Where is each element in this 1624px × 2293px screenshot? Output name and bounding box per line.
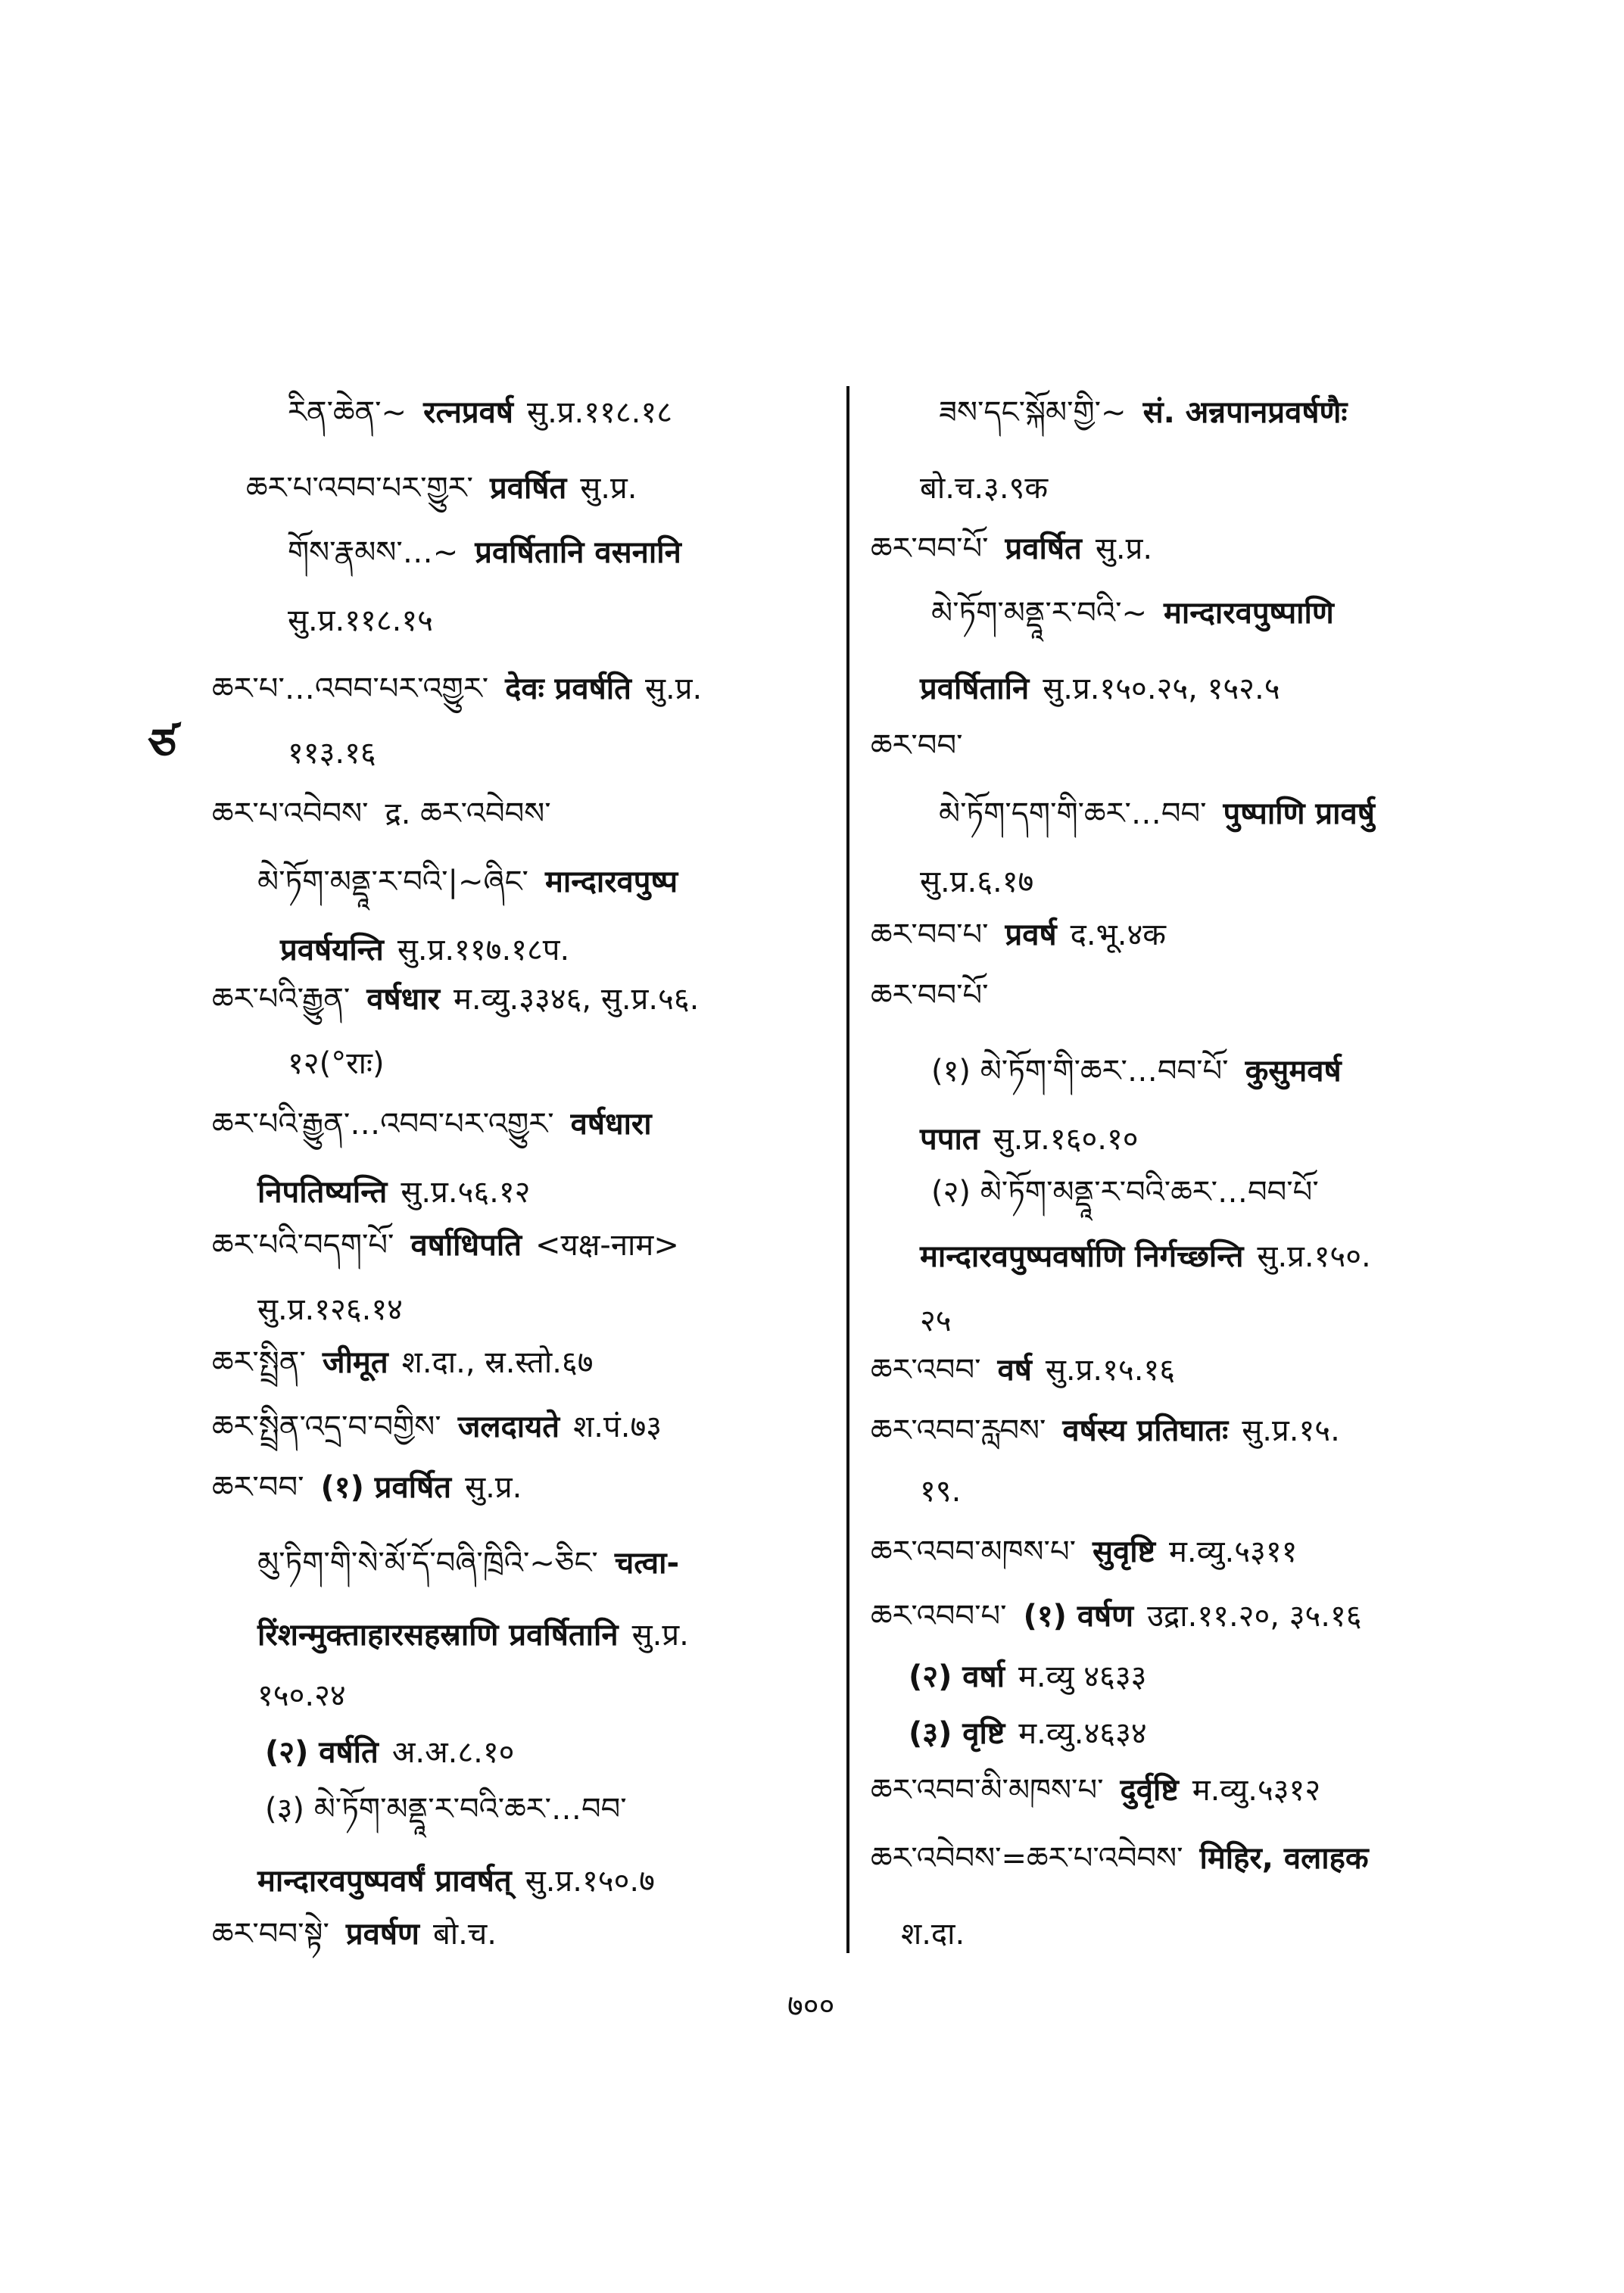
source-reference: सु.प्र.	[631, 1618, 689, 1653]
entry-line	[212, 1911, 497, 1957]
entry-line	[871, 1768, 1320, 1813]
entry-line	[257, 1673, 346, 1718]
source-reference: म.व्यु ४६३३	[1018, 1659, 1147, 1694]
entry-line	[931, 1048, 1355, 1094]
source-reference: सु.प्र.६.१७	[920, 865, 1034, 899]
entry-line	[920, 1117, 1139, 1162]
sanskrit-equivalent: मान्दारवपुष्प	[544, 865, 678, 899]
source-reference: उद्रा.११.२०, ३५.१६	[1147, 1599, 1362, 1634]
entry-line	[280, 927, 569, 973]
sanskrit-equivalent: प्रवर्ष	[1005, 918, 1057, 952]
sanskrit-equivalent: वर्षस्य प्रतिघातः	[1062, 1413, 1229, 1448]
entry-line	[288, 530, 695, 575]
entry-line	[909, 1711, 1147, 1756]
entry-line	[212, 1404, 662, 1450]
sanskrit-equivalent: कुसुमवर्ष	[1245, 1054, 1342, 1089]
tibetan-term: གོས་རྣམས་…~	[288, 535, 459, 570]
source-reference: १२(°राः)	[288, 1046, 385, 1081]
source-reference: म.व्यु.४६३४	[1018, 1716, 1147, 1751]
tibetan-term: (३) མེ་ཏོག་མནྡཱ་ར་བའི་ཆར་…བབ་	[265, 1792, 627, 1827]
entry-line	[246, 466, 637, 511]
tibetan-term: ཆར་པ་འབེབས་	[212, 796, 369, 831]
sanskrit-equivalent: प्रवर्षित	[1005, 531, 1082, 566]
sanskrit-equivalent: प्रवर्षयन्ति	[280, 933, 384, 967]
tibetan-term: ཟས་དང་སྐོམ་གྱི་~	[939, 395, 1127, 430]
entry-line	[288, 598, 433, 643]
entry-line	[212, 666, 702, 712]
sanskrit-equivalent: रत्नप्रवर्ष	[423, 395, 514, 430]
sanskrit-equivalent: वर्षधारा	[570, 1107, 652, 1142]
entry-line	[265, 1730, 514, 1775]
tibetan-term: ཆར་བབ་པ་	[871, 918, 989, 952]
sanskrit-equivalent: मान्दारवपुष्पवर्षाणि निर्गच्छन्ति	[920, 1239, 1244, 1274]
entry-line	[257, 1612, 689, 1658]
sanskrit-equivalent: मिहिर, वलाहक	[1199, 1841, 1369, 1876]
tibetan-term: ཆར་སྤྲིན་	[212, 1345, 306, 1380]
entry-line	[288, 1041, 385, 1086]
tibetan-term: ཆར་བབ་སྟེ་	[212, 1917, 329, 1952]
source-reference: सु.प्र.	[1095, 531, 1153, 566]
source-reference: सु.प्र.११७.१८प.	[397, 933, 570, 967]
sanskrit-equivalent: प्रवर्षितानि	[920, 671, 1030, 706]
tibetan-term: ཆར་པའི་བདག་པོ་	[212, 1228, 394, 1263]
entry-line	[212, 1101, 665, 1147]
source-reference: ११३.१६	[288, 736, 376, 771]
source-reference: २५	[920, 1304, 952, 1338]
sanskrit-equivalent: जीमूत	[322, 1345, 388, 1380]
entry-line	[257, 1858, 655, 1904]
source-reference: सु.प्र.११८.१८	[527, 395, 672, 430]
entry-line	[871, 526, 1152, 572]
sanskrit-equivalent: वर्ष	[997, 1353, 1032, 1388]
source-reference: सु.प्र.१५.१६	[1045, 1353, 1176, 1388]
source-reference: सु.प्र.१५०.	[1257, 1239, 1371, 1274]
tibetan-term: ཆར་འབབ་	[871, 1353, 981, 1388]
sanskrit-equivalent: मान्दारवपुष्पाणि	[1164, 596, 1334, 631]
entry-line	[257, 1287, 403, 1332]
source-reference: द.भू.४क	[1070, 918, 1166, 952]
source-reference: सु.प्र.१५०.२५, १५२.५	[1043, 671, 1280, 706]
tibetan-term: (२) མེ་ཏོག་མནྡཱ་ར་བའི་ཆར་…བབ་པོ་	[931, 1175, 1319, 1210]
entry-line	[939, 390, 1361, 435]
entry-line	[871, 912, 1166, 958]
entry-line	[909, 1654, 1146, 1699]
tibetan-term: ཆར་སྤྲིན་འདྲ་བ་བགྱིས་	[212, 1410, 441, 1444]
source-reference: सु.प्र.१२६.१४	[257, 1292, 403, 1327]
source-reference: म.व्यु.५३११	[1169, 1534, 1298, 1569]
tibetan-term: མེ་ཏོག་མནྡཱ་ར་བའི་|~ཞིང་	[257, 865, 528, 899]
tibetan-term: ཆར་འབབ་རླབས་	[871, 1413, 1046, 1448]
source-reference: श.पं.७३	[573, 1410, 662, 1444]
entry-line	[920, 859, 1033, 905]
entry-line	[939, 791, 1389, 837]
tibetan-term: ཆར་པའི་རྒྱུན་…འབབ་པར་འགྱུར་	[212, 1107, 554, 1142]
entry-line	[920, 1469, 961, 1514]
sanskrit-equivalent: जलदायते	[457, 1410, 560, 1444]
entry-line	[871, 1594, 1362, 1639]
sanskrit-equivalent: (१) प्रवर्षित	[320, 1470, 452, 1505]
entry-line	[212, 1340, 594, 1385]
source-reference: सु.प्र.१६०.१०	[993, 1122, 1139, 1157]
tibetan-term: ཆར་པ་…འབབ་པར་འགྱུར་	[212, 671, 489, 706]
entry-line	[901, 1911, 965, 1957]
sanskrit-equivalent: वर्षाधिपति	[410, 1228, 522, 1263]
sanskrit-equivalent: निपतिष्यन्ति	[257, 1175, 388, 1210]
tibetan-term: ཆར་བབ་པོ་	[871, 531, 989, 566]
margin-mark: ཙ	[148, 719, 176, 771]
entry-line	[931, 590, 1348, 636]
source-reference: म.व्यु.३३४६, सु.प्र.५६.	[453, 982, 700, 1017]
entry-line	[871, 1408, 1340, 1453]
column-divider	[846, 386, 849, 1953]
tibetan-term: ཆར་བབ་པོ་	[871, 978, 989, 1013]
entry-line	[212, 791, 551, 837]
source-reference: अ.अ.८.१०	[391, 1735, 515, 1770]
sanskrit-equivalent: वर्षधार	[366, 982, 440, 1017]
source-reference: सु.प्र.१५०.७	[525, 1864, 655, 1899]
entry-line	[871, 1529, 1297, 1575]
sanskrit-equivalent: पपात	[920, 1122, 980, 1157]
source-reference: सु.प्र.	[644, 671, 703, 706]
source-reference: सु.प्र.१५.	[1242, 1413, 1340, 1448]
sanskrit-equivalent: रिंशन्मुक्ताहारसहस्राणि प्रवर्षितानि	[257, 1618, 619, 1653]
entry-line	[257, 1170, 530, 1215]
tibetan-term: རིན་ཆེན་~	[288, 395, 407, 430]
entry-line	[212, 1465, 522, 1510]
entry-line	[257, 859, 691, 905]
source-reference: म.व्यु.५३१२	[1192, 1773, 1321, 1808]
tibetan-term: མེ་ཏོག་དག་གི་ཆར་…བབ་	[939, 796, 1207, 831]
sanskrit-equivalent: सं. अन्नपानप्रवर्षणैः	[1142, 395, 1348, 430]
tibetan-term: ཆར་བབ་	[871, 728, 963, 763]
sanskrit-equivalent: दुर्वृष्टि	[1120, 1773, 1179, 1808]
tibetan-term: ཆར་འབབ་པ་	[871, 1599, 1007, 1634]
entry-line	[871, 1347, 1175, 1393]
sanskrit-equivalent: (१) वर्षण	[1023, 1599, 1134, 1634]
source-reference: श.दा.	[901, 1917, 965, 1952]
source-reference: द्र. ཆར་འབེབས་	[385, 796, 551, 831]
entry-line	[265, 1787, 644, 1832]
page-number: ७००	[787, 1989, 835, 2024]
sanskrit-equivalent: मान्दारवपुष्पवर्षं प्रावर्षत्	[257, 1864, 512, 1899]
source-reference: सु.प्र.११८.१५	[288, 603, 433, 638]
entry-line	[920, 666, 1280, 712]
entry-line	[212, 1223, 679, 1268]
tibetan-term: (१) མེ་ཏོག་གི་ཆར་…བབ་པོ་	[931, 1054, 1229, 1089]
source-reference: बो.च.३.९क	[920, 471, 1049, 506]
source-reference: श.दा., स्र.स्तो.६७	[401, 1345, 594, 1380]
sanskrit-equivalent: प्रवर्षित	[489, 471, 567, 506]
entry-line	[931, 1170, 1336, 1215]
entry-line	[871, 973, 1005, 1018]
source-reference: सु.प्र.	[465, 1470, 522, 1505]
sanskrit-equivalent: प्रवर्षितानि वसनानि	[475, 535, 681, 570]
tibetan-term: ཆར་འབེབས་=ཆར་པ་འབེབས་	[871, 1841, 1183, 1876]
entry-line	[257, 1541, 693, 1586]
sanskrit-equivalent: पुष्पाणि प्रावर्षु	[1223, 796, 1375, 831]
tibetan-term: ཆར་པའི་རྒྱུན་	[212, 982, 351, 1017]
tibetan-term: མུ་ཏིག་གི་སེ་མོ་དོ་བཞི་ཁྲིའི་~ཅིང་	[257, 1546, 598, 1581]
entry-line	[871, 1836, 1382, 1881]
entry-line	[212, 977, 699, 1022]
sanskrit-equivalent: सुवृष्टि	[1093, 1534, 1155, 1569]
source-reference: १५०.२४	[257, 1678, 346, 1713]
sanskrit-equivalent: (३) वृष्टि	[909, 1716, 1005, 1751]
source-reference: सु.प्र.५६.१२	[401, 1175, 531, 1210]
entry-line	[288, 390, 672, 435]
entry-line	[288, 731, 376, 776]
tibetan-term: མེ་ཏོག་མནྡཱ་ར་བའི་~	[931, 596, 1147, 631]
entry-line	[920, 1298, 952, 1344]
sanskrit-equivalent: (२) वर्षा	[909, 1659, 1005, 1694]
source-reference: बो.च.	[432, 1917, 497, 1952]
tibetan-term: ཆར་པ་འབབ་པར་གྱུར་	[246, 471, 473, 506]
tibetan-term: ཆར་འབབ་མཁས་པ་	[871, 1534, 1076, 1569]
entry-line	[920, 466, 1048, 511]
source-reference: सु.प्र.	[580, 471, 637, 506]
sanskrit-equivalent: (२) वर्षति	[265, 1735, 379, 1770]
sanskrit-equivalent: देवः प्रवर्षति	[505, 671, 631, 706]
source-reference: १९.	[920, 1474, 962, 1509]
source-reference: <यक्ष-नाम>	[535, 1228, 679, 1263]
sanskrit-equivalent: चत्वा-	[614, 1546, 680, 1581]
tibetan-term: ཆར་བབ་	[212, 1470, 304, 1505]
entry-line	[920, 1234, 1371, 1279]
tibetan-term: ཆར་འབབ་མི་མཁས་པ་	[871, 1773, 1104, 1808]
sanskrit-equivalent: प्रवर्षण	[345, 1917, 419, 1952]
entry-line	[871, 723, 979, 768]
